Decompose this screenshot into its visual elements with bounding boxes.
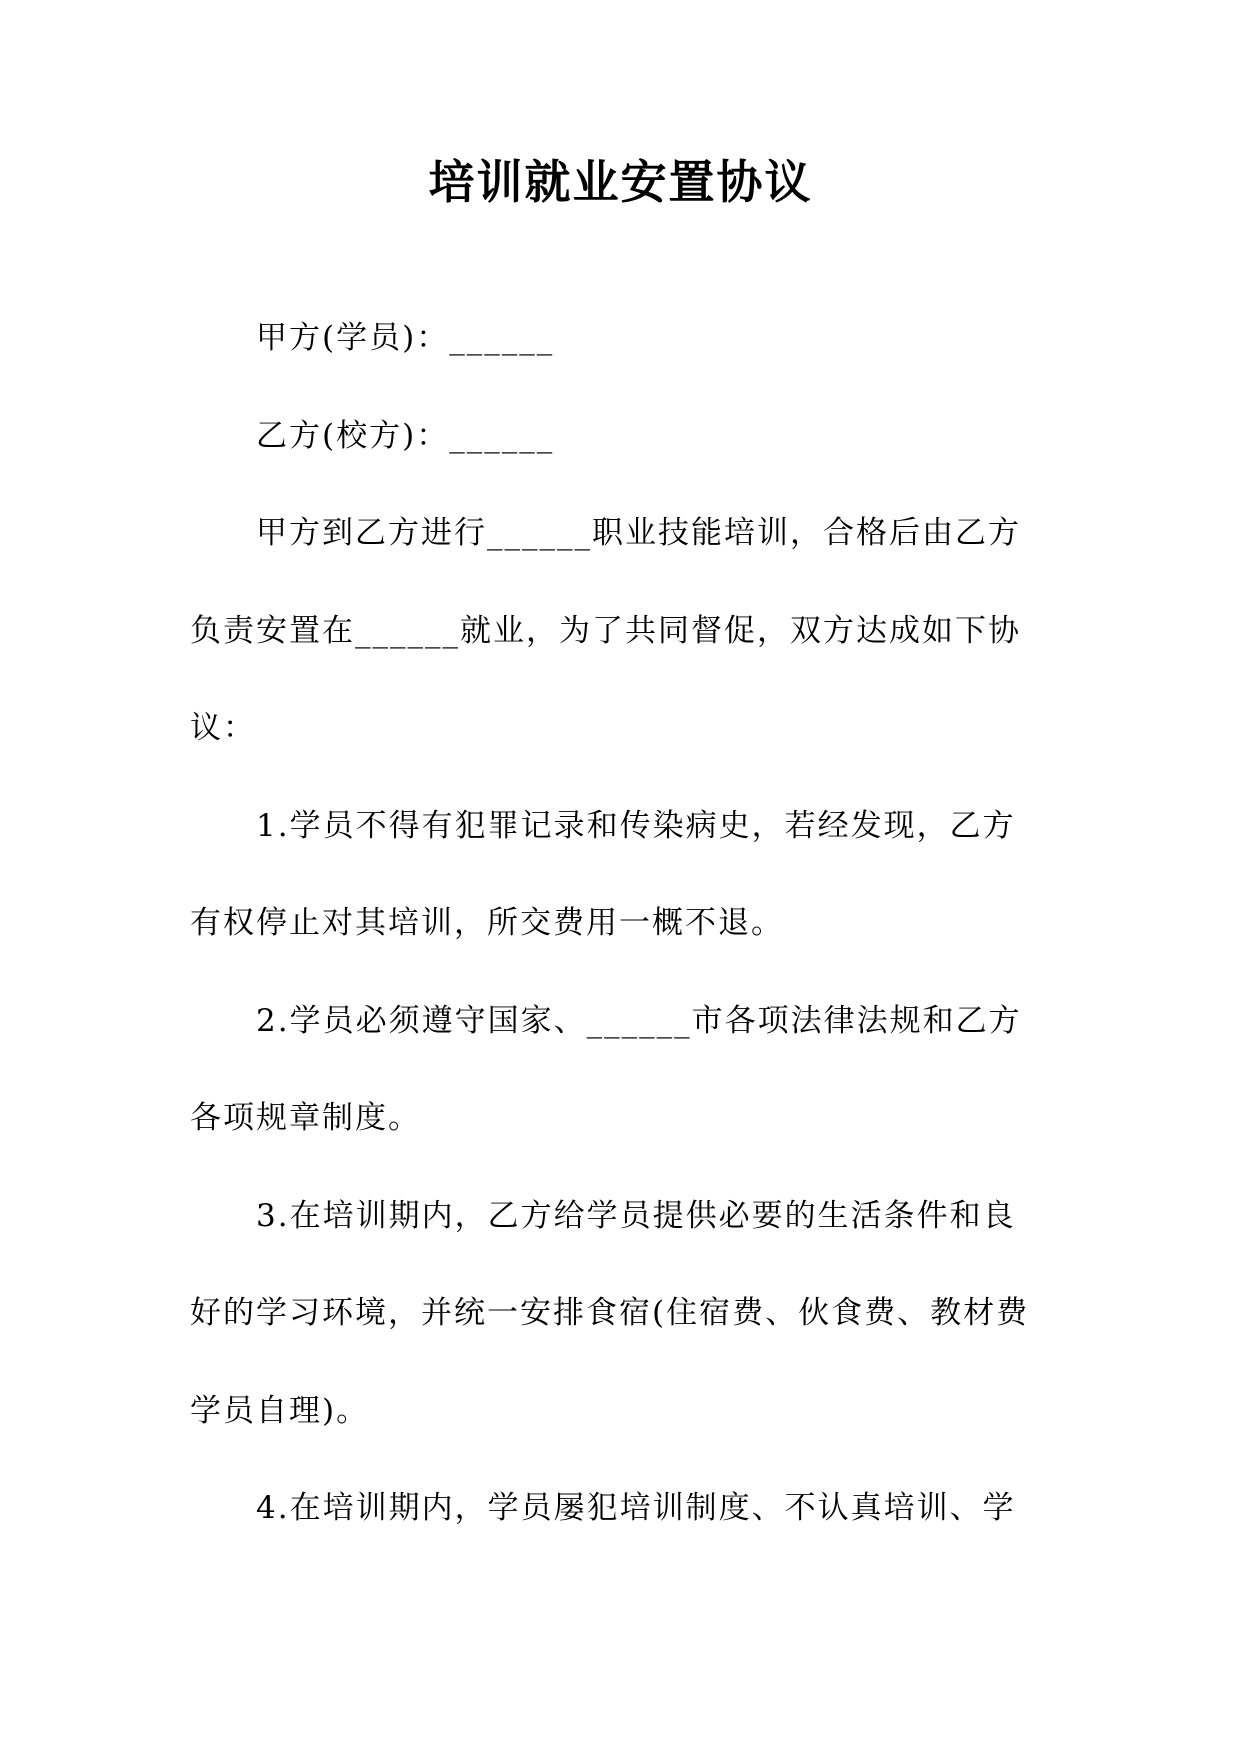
clause-3: 3.在培训期内，乙方给学员提供必要的生活条件和良好的学习环境，并统一安排食宿(住宿费、伙食费、教材费学员自理)。 <box>190 1197 1030 1429</box>
party-b-line: 乙方(校方)：______ <box>256 417 555 454</box>
document-body <box>190 290 1036 1558</box>
party-a-line: 甲方(学员)：______ <box>256 320 555 356</box>
clause-2: 2.学员必须遵守国家、______市各项法律法规和乙方各项规章制度。 <box>190 1002 1022 1136</box>
document-title: 培训就业安置协议 <box>428 155 813 209</box>
clause-4: 4.在培训期内，学员屡犯培训制度、不认真培训、学 <box>256 1490 1016 1526</box>
intro-paragraph: 甲方到乙方进行______职业技能培训，合格后由乙方负责安置在______就业，为了共同督促，双方达成如下协议： <box>190 515 1021 746</box>
clause-1: 1.学员不得有犯罪记录和传染病史，若经发现，乙方有权停止对其培训，所交费用一概不退。 <box>190 807 1016 941</box>
